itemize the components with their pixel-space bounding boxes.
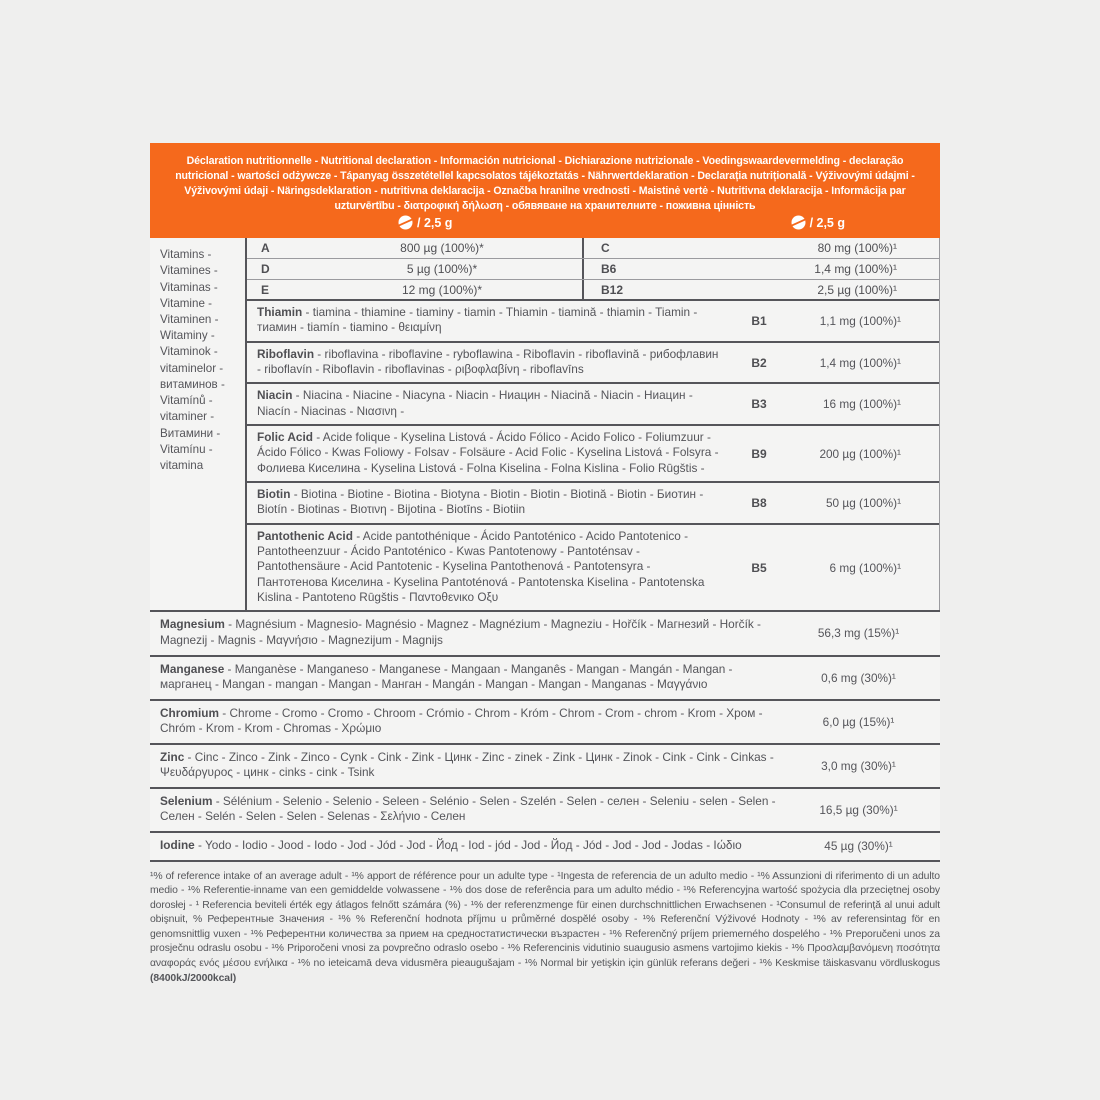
vitamins-table: [245, 238, 940, 610]
vitamin-cell-right: [582, 238, 939, 258]
reference-intake-footnote: [150, 870, 940, 987]
table-row: [247, 525, 939, 611]
table-row: [150, 833, 940, 862]
vitamin-code: A: [261, 241, 270, 256]
vitamin-cell-left: [247, 280, 582, 299]
vitamin-value: 50 µg (100%)¹: [826, 495, 901, 510]
vitamin-cell-right: [582, 280, 939, 299]
mineral-name-cell: [150, 833, 795, 860]
minerals-section: [150, 612, 940, 861]
mineral-name: Zinc: [160, 749, 185, 764]
vitamin-value: 2,5 µg (100%)¹: [817, 282, 897, 297]
vitamin-name: Niacin: [257, 388, 293, 403]
vitamin-name-cell: [247, 301, 729, 341]
mineral-name: Selenium: [160, 793, 213, 808]
vitamins-row-header: Vitamins - Vitamines - Vitaminas - Vitamine - Vitaminen - Witaminy - Vitaminok - vitaminelor - витаминов - Vitamínů - vitaminer - Витамини - Vitamínu - vitamina: [160, 248, 225, 472]
table-row: [247, 343, 939, 385]
table-row: [150, 745, 940, 789]
vitamin-code: D: [261, 262, 270, 277]
dose-label-text: / 2,5 g: [809, 215, 845, 230]
vitamin-cell-left: [247, 238, 582, 258]
vitamin-name: Pantothenic Acid: [257, 528, 353, 543]
mineral-name-cell: [150, 657, 795, 699]
mineral-synonyms: - Magnésium - Magnesio- Magnésio - Magnez - Magnézium - Magneziu - Hořčík - Магнезий - Horčík - Magnezij - Magnis - Μαγνήσιο - Magnezijum - Magnijs: [160, 617, 761, 647]
dose-per-serving-right: [791, 215, 845, 230]
footnote-energy-value: (8400kJ/2000kcal): [150, 972, 237, 984]
vitamins-section: [150, 238, 940, 612]
table-row: [150, 789, 940, 833]
declaration-banner-text: Déclaration nutritionnelle - Nutritional declaration - Información nutricional - Dichiarazione nutrizionale - Voedingswaardevermelding - declaração nutricional - wartości odżywcze - Tápanyag összetétellel kapcsolatos tájékoztatás - Nährwertdeklaration - Declarația nutrițională - Výživovými údajmi - Výživovými údaji - Näringsdeklaration - nutritivna deklaracija - Označba hranilne vrednosti - Maistinė vertė - Nutritivna deklaracija - Informācija par uzturvērtību - διατροφική δήλωση - обявяване на хранителните - поживна цінність: [175, 155, 915, 213]
mineral-value: 6,0 µg (15%)¹: [822, 714, 895, 729]
vitamin-code: B1: [751, 313, 767, 328]
vitamin-code: B6: [601, 262, 617, 277]
table-row: [247, 259, 939, 280]
mineral-value: 16,5 µg (30%)¹: [819, 802, 898, 817]
mineral-name-cell: [150, 612, 795, 654]
vitamin-name: Thiamin: [257, 305, 303, 320]
table-row: [247, 301, 939, 343]
vitamin-code: E: [261, 282, 270, 297]
vitamin-code: C: [601, 241, 610, 256]
table-row: [150, 657, 940, 701]
vitamin-value: 16 mg (100%)¹: [822, 397, 901, 412]
vitamin-value: 800 µg (100%)*: [400, 241, 484, 256]
vitamin-synonyms: - Acide pantothénique - Ácido Pantoténico - Acido Pantotenico - Pantotheenzuur - Ácido Pantoténico - Kwas Pantotenowy - Pantoténsav - Pantothensäure - Acid Pantotenic - Kyselina Pantothenová - Pantotensyra - Пантотенова Киселина - Kyselina Pantoténová - Pantotenska Kiselina - Pantotenska Kislina - Pantoteno Rūgštis - Παντοθενικο Οξυ: [257, 528, 705, 605]
vitamin-code: B5: [751, 560, 767, 575]
vitamin-code: B2: [751, 355, 767, 370]
vitamin-synonyms: - tiamina - thiamine - tiaminy - tiamin - Thiamin - tiamină - thiamin - Tiamin - тиамин - tiamín - tiamino - θειαμίνη: [257, 305, 698, 335]
dose-per-serving-left: [398, 215, 452, 230]
vitamin-name-cell: [247, 483, 729, 523]
mineral-synonyms: - Yodo - Iodio - Jood - Iodo - Jod - Jód - Jod - Йод - Iod - jód - Jod - Йод - Jód - Jod - Jod - Jodas - Ιώδιο: [194, 838, 742, 852]
table-row: [247, 384, 939, 426]
vitamin-name: Folic Acid: [257, 430, 313, 445]
mineral-name: Chromium: [160, 705, 219, 720]
vitamin-synonyms: - Biotina - Biotine - Biotina - Biotyna - Biotin - Biotin - Biotină - Biotin - Биотин - Biotín - Biotinas - Βιοτινη - Bijotina - Biotīns - Biotiin: [257, 487, 704, 517]
vitamin-value: 1,1 mg (100%)¹: [819, 313, 901, 328]
tablet-icon: [791, 215, 806, 230]
mineral-value: 56,3 mg (15%)¹: [817, 626, 900, 641]
mineral-synonyms: - Cinc - Zinco - Zink - Zinco - Cynk - Cink - Zink - Цинк - Zinc - zinek - Zink - Цинк - Zinok - Cink - Cink - Cinkas - Ψευδάργυρος - цинк - cinks - cink - Tsink: [160, 749, 774, 780]
table-row: [247, 238, 939, 259]
vitamin-name-cell: [247, 426, 729, 481]
vitamin-synonyms: - Acide folique - Kyselina Listová - Ácido Fólico - Acido Folico - Foliumzuur - Ácido Fólico - Kwas Foliowy - Folsav - Folsäure - Acid Folic - Kyselina Listová - Folsyra - Фолиева Киселина - Kyselina Listová - Folna Kiselina - Folna Kislina - Folio Rūgštis -: [257, 430, 719, 475]
vitamin-value: 80 mg (100%)¹: [817, 241, 897, 256]
vitamin-code: B3: [751, 397, 767, 412]
vitamin-value: 200 µg (100%)¹: [819, 446, 901, 461]
table-row: [150, 612, 940, 656]
vitamin-name-cell: [247, 525, 729, 611]
table-row: [150, 701, 940, 745]
tablet-icon: [398, 215, 413, 230]
vitamin-name: Riboflavin: [257, 346, 315, 361]
vitamin-value: 1,4 mg (100%)¹: [819, 355, 901, 370]
vitamin-code: B12: [601, 282, 624, 297]
vitamin-synonyms: - Niacina - Niacine - Niacyna - Niacin - Ниацин - Niacină - Niacin - Ниацин - Niacín - Niacinas - Νιασινη -: [257, 388, 693, 418]
mineral-name: Manganese: [160, 661, 225, 676]
declaration-banner: [150, 143, 940, 214]
table-row: [247, 483, 939, 525]
mineral-value: 0,6 mg (30%)¹: [821, 670, 896, 685]
nutrition-label: [150, 143, 940, 986]
vitamin-value: 1,4 mg (100%)¹: [814, 262, 897, 277]
mineral-name: Magnesium: [160, 617, 225, 632]
mineral-name-cell: [150, 745, 795, 787]
mineral-name-cell: [150, 789, 795, 831]
mineral-synonyms: - Manganèse - Manganeso - Manganese - Mangaan - Manganês - Mangan - Mangán - Mangan - марганец - Mangan - mangan - Mangan - Манган - Mangán - Mangan - Mangan - Manganas - Μαγγάνιο: [160, 661, 733, 692]
footnote-text: ¹% of reference intake of an average adult - ¹% apport de référence pour un adulte type - ¹Ingesta de referencia de un adulto medio - ¹% Assunzioni di riferimento di un adulto medio - ¹% Referentie-inname van een gemiddelde volwassene - ¹% dos dose de referência para um adulto médio - ¹% Referencyjna wartość spożycia dla przeciętnej osoby dorosłej - ¹ Referencia beviteli érték egy átlagos felnőtt számára (%) - ¹% der referenzmenge für einen durchschnittlichen Erwachsenen - ¹Consumul de referință al unui adult obişnuit, % Референтные Значения - ¹% % Referenční hodnota příjmu u průměrné dospělé osoby - ¹% Referenční Výživové Hodnoty - ¹% av referensintag för en genomsnittlig vuxen - ¹% Референтни количества за прием на средностатистически възрастен - ¹% Referenčný príjem priemerného dospelého - ¹% Preporučeni unos za prosječnu odraslu osobu - ¹% Priporočeni vnosi za povprečno odraslo osebo - ¹% Referencinis vidutinio suaugusio asmens vartojimo kiekis - ¹% Προσλαμβανόμενη ποσότητα αναφοράς ενός μέσου ενήλικα - ¹% no ieteicamā deva vidusmēra pieaugušajam - ¹% Normal bir yetişkin için günlük referans değeri - ¹% Keskmise täiskasvanu vördluskogus: [150, 870, 940, 969]
mineral-name-cell: [150, 701, 795, 743]
vitamin-value: 6 mg (100%)¹: [829, 560, 901, 575]
mineral-synonyms: - Chrome - Cromo - Cromo - Chroom - Crómio - Chrom - Króm - Chrom - Crom - chrom - Krom - Хром - Chróm - Krom - Krom - Chromas - Χρώμιο: [160, 705, 763, 736]
mineral-name: Iodine: [160, 838, 195, 852]
mineral-synonyms: - Sélénium - Selenio - Selenio - Seleen - Selénio - Selen - Szelén - Selen - селен - Seleniu - selen - Selen - Селен - Selén - Selen - Selen - Selenas - Σελήνιο - Селен: [160, 793, 776, 824]
vitamin-cell-right: [582, 259, 939, 279]
vitamin-synonyms: - riboflavina - riboflavine - ryboflawina - Riboflavin - riboflavină - рибофлавин - riboflavín - Riboflavin - riboflavinas - ριβοφλαβίνη - riboflavīns: [257, 346, 719, 377]
vitamin-code: B9: [751, 446, 767, 461]
vitamin-code: B8: [751, 495, 767, 510]
vitamin-value: 12 mg (100%)*: [401, 282, 483, 297]
table-row: [247, 280, 939, 301]
vitamin-cell-left: [247, 259, 582, 279]
dose-label-text: / 2,5 g: [417, 215, 453, 230]
vitamin-name: Biotin: [257, 487, 291, 502]
vitamin-name-cell: [247, 343, 729, 383]
mineral-value: 45 µg (30%)¹: [824, 839, 893, 854]
mineral-value: 3,0 mg (30%)¹: [821, 758, 896, 773]
table-row: [247, 426, 939, 483]
dose-header-row: [150, 214, 940, 238]
vitamin-value: 5 µg (100%)*: [406, 262, 478, 277]
vitamin-name-cell: [247, 384, 729, 424]
